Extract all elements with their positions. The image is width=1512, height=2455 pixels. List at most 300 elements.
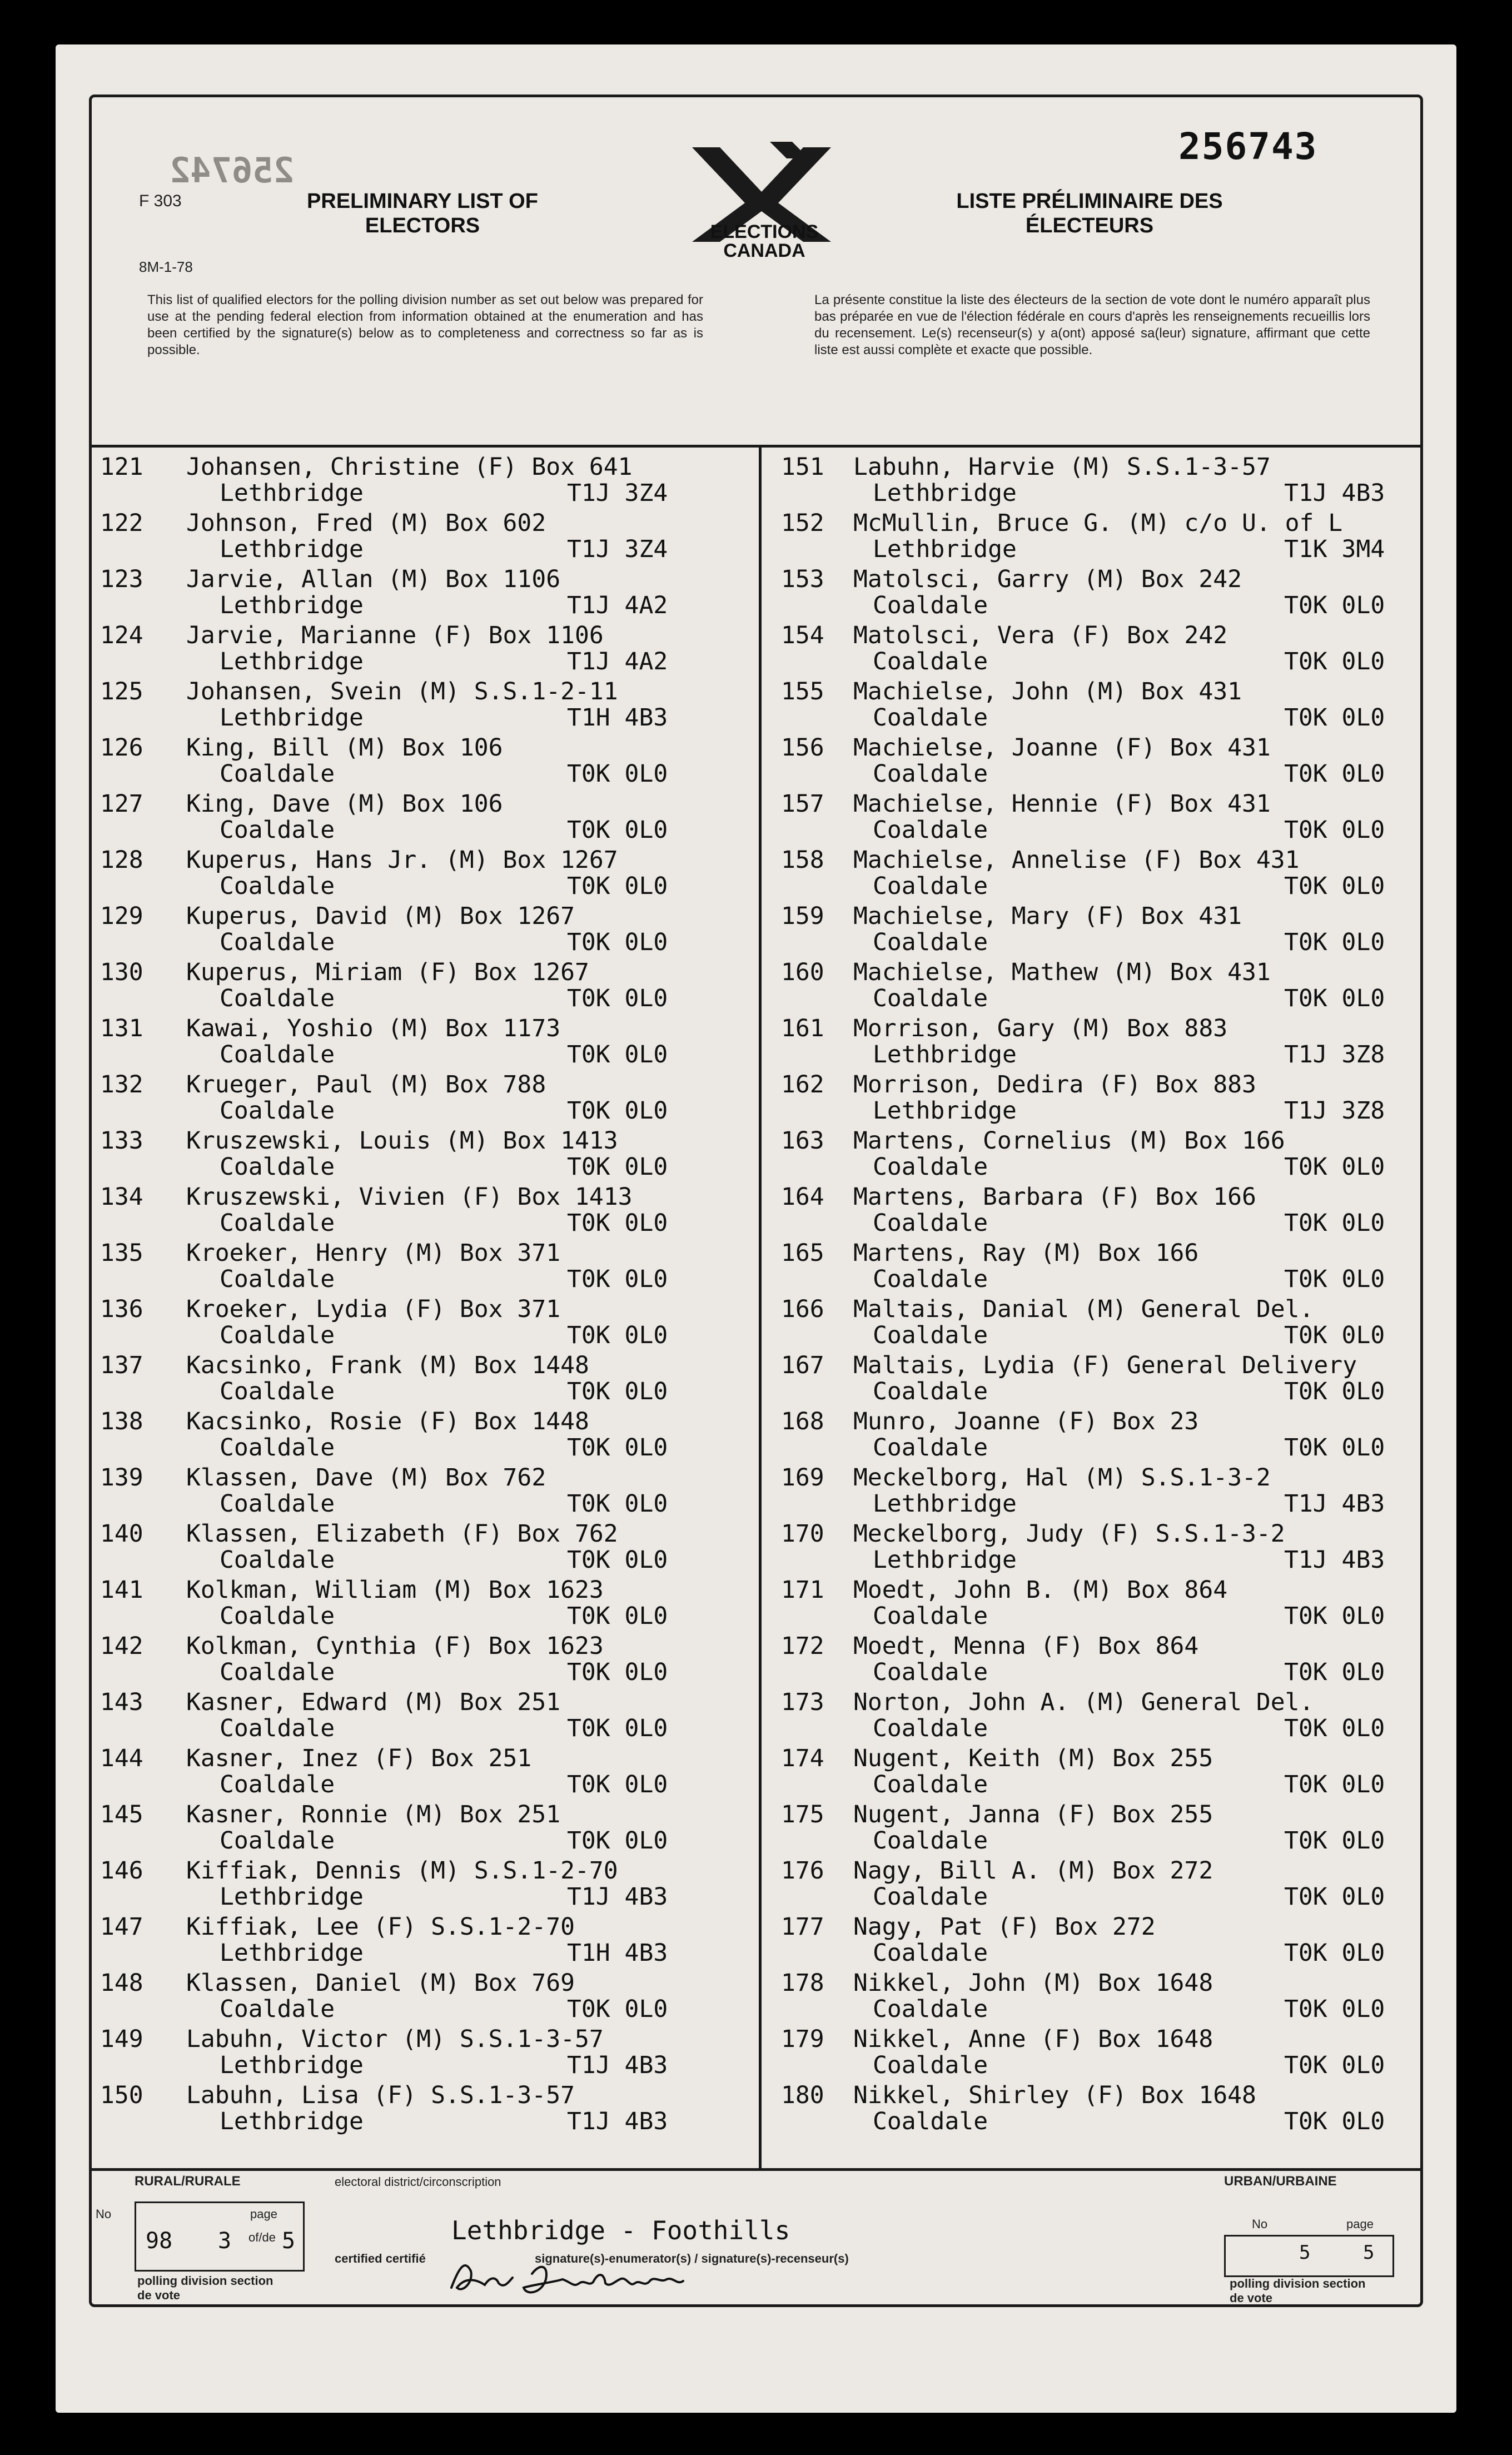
elector-name: Labuhn, Lisa (F) S.S.1-3-57 [186, 2081, 575, 2109]
elector-postal-code: T0K 0L0 [1284, 872, 1385, 900]
elector-number: 125 [100, 678, 143, 705]
urban-page-number: 5 [1299, 2242, 1311, 2264]
elector-postal-code: T0K 0L0 [1284, 1827, 1385, 1855]
elector-entry [94, 846, 762, 902]
elector-number: 171 [781, 1576, 824, 1604]
elector-name: Machielse, Joanne (F) Box 431 [853, 734, 1271, 762]
elector-number: 160 [781, 958, 824, 986]
elector-entry [775, 1408, 1443, 1464]
elector-city: Coaldale [873, 985, 988, 1012]
elector-entry [775, 1015, 1443, 1071]
urban-page-of-number: 5 [1363, 2242, 1375, 2264]
elector-number: 164 [781, 1183, 824, 1211]
elector-entry [775, 1688, 1443, 1745]
elector-postal-code: T0K 0L0 [1284, 2051, 1385, 2079]
elector-entry [94, 2081, 762, 2138]
elector-city: Coaldale [220, 1827, 335, 1855]
elector-entry [775, 2081, 1443, 2138]
elector-number: 142 [100, 1632, 143, 1660]
elector-number: 163 [781, 1127, 824, 1155]
page-of-label: of/de [248, 2230, 276, 2244]
elector-postal-code: T1H 4B3 [567, 1939, 668, 1967]
elector-name: Kiffiak, Lee (F) S.S.1-2-70 [186, 1913, 575, 1941]
elector-name: Kiffiak, Dennis (M) S.S.1-2-70 [186, 1857, 618, 1885]
elector-name: Labuhn, Harvie (M) S.S.1-3-57 [853, 453, 1271, 481]
elector-number: 133 [100, 1127, 143, 1155]
elector-number: 149 [100, 2025, 143, 2053]
elector-postal-code: T1J 3Z8 [1284, 1041, 1385, 1069]
elector-number: 141 [100, 1576, 143, 1604]
elector-name: Matolsci, Vera (F) Box 242 [853, 622, 1228, 649]
elector-city: Coaldale [220, 816, 335, 844]
electors-list-left [94, 453, 762, 2138]
elector-entry [775, 790, 1443, 846]
elector-name: Martens, Barbara (F) Box 166 [853, 1183, 1256, 1211]
elector-city: Coaldale [873, 1378, 988, 1405]
elector-name: Kacsinko, Rosie (F) Box 1448 [186, 1408, 589, 1435]
elector-postal-code: T0K 0L0 [1284, 1995, 1385, 2023]
elector-number: 153 [781, 565, 824, 593]
elector-number: 122 [100, 509, 143, 537]
elector-city: Coaldale [873, 1714, 988, 1742]
elector-postal-code: T1J 4B3 [1284, 1546, 1385, 1574]
elector-name: Klassen, Elizabeth (F) Box 762 [186, 1520, 618, 1548]
elector-number: 150 [100, 2081, 143, 2109]
elector-number: 173 [781, 1688, 824, 1716]
elector-postal-code: T0K 0L0 [1284, 1434, 1385, 1462]
elector-postal-code: T0K 0L0 [1284, 1321, 1385, 1349]
elector-city: Lethbridge [873, 1546, 1017, 1574]
elector-postal-code: T0K 0L0 [1284, 1714, 1385, 1742]
page-of-number: 5 [282, 2228, 296, 2254]
elector-entry [94, 1913, 762, 1969]
elector-city: Lethbridge [220, 1883, 364, 1911]
elector-postal-code: T0K 0L0 [567, 928, 668, 956]
elector-number: 123 [100, 565, 143, 593]
elector-entry [775, 565, 1443, 622]
elector-entry [775, 678, 1443, 734]
elector-city: Coaldale [220, 1097, 335, 1125]
elector-city: Lethbridge [873, 479, 1017, 507]
elector-postal-code: T1J 4B3 [567, 2051, 668, 2079]
elector-name: McMullin, Bruce G. (M) c/o U. of L [853, 509, 1343, 537]
elector-city: Coaldale [220, 1771, 335, 1798]
elector-city: Coaldale [873, 1939, 988, 1967]
elector-name: Kuperus, Miriam (F) Box 1267 [186, 958, 589, 986]
elector-number: 162 [781, 1071, 824, 1099]
elector-number: 140 [100, 1520, 143, 1548]
elector-city: Coaldale [873, 928, 988, 956]
elector-postal-code: T0K 0L0 [1284, 985, 1385, 1012]
elector-city: Coaldale [220, 760, 335, 788]
elector-entry [775, 1520, 1443, 1576]
intro-text-english: This list of qualified electors for the polling division number as set out below was prepared for use at the pending federal election from information obtained at the enumeration and has been certified by the signature(s) below as to completeness and correctness so far as is possible. [147, 292, 703, 357]
elector-number: 128 [100, 846, 143, 874]
elector-entry [775, 1745, 1443, 1801]
elector-number: 178 [781, 1969, 824, 1997]
elector-number: 168 [781, 1408, 824, 1435]
elector-name: Kolkman, Cynthia (F) Box 1623 [186, 1632, 604, 1660]
elector-postal-code: T0K 0L0 [567, 1378, 668, 1405]
elector-name: Morrison, Dedira (F) Box 883 [853, 1071, 1256, 1099]
elector-entry [94, 734, 762, 790]
elector-postal-code: T0K 0L0 [1284, 1939, 1385, 1967]
electoral-district-label: electoral district/circonscription [335, 2175, 501, 2189]
page-number: 3 [218, 2228, 232, 2254]
elector-city: Lethbridge [220, 592, 364, 619]
elector-name: Johansen, Svein (M) S.S.1-2-11 [186, 678, 618, 705]
elector-number: 134 [100, 1183, 143, 1211]
elector-city: Coaldale [220, 1153, 335, 1181]
elector-name: King, Bill (M) Box 106 [186, 734, 503, 762]
elector-number: 179 [781, 2025, 824, 2053]
header-rule [90, 445, 1422, 448]
elector-name: Kacsinko, Frank (M) Box 1448 [186, 1351, 589, 1379]
form-code: F 303 [139, 192, 182, 210]
elector-postal-code: T0K 0L0 [1284, 1658, 1385, 1686]
elector-postal-code: T1J 4B3 [567, 2108, 668, 2135]
elector-postal-code: T0K 0L0 [1284, 1265, 1385, 1293]
elector-postal-code: T0K 0L0 [567, 1827, 668, 1855]
elector-number: 129 [100, 902, 143, 930]
elector-name: Kawai, Yoshio (M) Box 1173 [186, 1015, 561, 1042]
elector-postal-code: T0K 0L0 [567, 1097, 668, 1125]
elector-number: 136 [100, 1295, 143, 1323]
elector-city: Coaldale [873, 592, 988, 619]
elector-city: Coaldale [220, 1041, 335, 1069]
elector-postal-code: T0K 0L0 [567, 1995, 668, 2023]
elector-city: Lethbridge [873, 1097, 1017, 1125]
elector-entry [775, 622, 1443, 678]
elector-city: Lethbridge [220, 479, 364, 507]
elector-name: Morrison, Gary (M) Box 883 [853, 1015, 1228, 1042]
elector-entry [94, 622, 762, 678]
elector-name: Johnson, Fred (M) Box 602 [186, 509, 546, 537]
elector-entry [94, 1688, 762, 1745]
elector-name: Kuperus, Hans Jr. (M) Box 1267 [186, 846, 618, 874]
signature-label: signature(s)-enumerator(s) / signature(s)-recenseur(s) [535, 2252, 849, 2265]
elector-number: 174 [781, 1745, 824, 1772]
elector-entry [94, 1015, 762, 1071]
elector-entry [775, 509, 1443, 565]
elector-entry [775, 1071, 1443, 1127]
elector-number: 172 [781, 1632, 824, 1660]
urban-page-label: page [1346, 2217, 1374, 2231]
page-label: page [250, 2207, 277, 2221]
elector-entry [94, 509, 762, 565]
elector-entry [775, 902, 1443, 958]
elector-city: Coaldale [873, 1434, 988, 1462]
elector-name: Machielse, Annelise (F) Box 431 [853, 846, 1300, 874]
elector-name: Kruszewski, Vivien (F) Box 1413 [186, 1183, 633, 1211]
elector-entry [94, 902, 762, 958]
elector-entry [94, 565, 762, 622]
elector-city: Coaldale [873, 816, 988, 844]
elector-city: Coaldale [220, 1995, 335, 2023]
elector-entry [94, 1351, 762, 1408]
elector-name: Kroeker, Lydia (F) Box 371 [186, 1295, 561, 1323]
elector-postal-code: T1J 4B3 [1284, 1490, 1385, 1518]
elector-city: Coaldale [220, 928, 335, 956]
elector-postal-code: T0K 0L0 [1284, 760, 1385, 788]
elector-number: 154 [781, 622, 824, 649]
elector-city: Coaldale [873, 760, 988, 788]
elector-name: Kroeker, Henry (M) Box 371 [186, 1239, 561, 1267]
elector-postal-code: T0K 0L0 [567, 1602, 668, 1630]
elector-entry [775, 1576, 1443, 1632]
elector-name: Meckelborg, Judy (F) S.S.1-3-2 [853, 1520, 1285, 1548]
elector-postal-code: T0K 0L0 [567, 1658, 668, 1686]
elector-postal-code: T0K 0L0 [567, 1041, 668, 1069]
elector-postal-code: T0K 0L0 [1284, 1602, 1385, 1630]
footer-rule [90, 2168, 1422, 2171]
elector-name: Machielse, John (M) Box 431 [853, 678, 1242, 705]
elector-entry [94, 678, 762, 734]
elector-entry [775, 1857, 1443, 1913]
elector-entry [94, 958, 762, 1015]
elector-entry [94, 1801, 762, 1857]
elector-postal-code: T0K 0L0 [567, 760, 668, 788]
elector-name: King, Dave (M) Box 106 [186, 790, 503, 818]
elector-entry [94, 1632, 762, 1688]
elector-entry [94, 1464, 762, 1520]
elector-number: 152 [781, 509, 824, 537]
elector-number: 169 [781, 1464, 824, 1492]
elector-city: Lethbridge [873, 535, 1017, 563]
certified-label: certified certifié [335, 2252, 426, 2265]
elector-name: Klassen, Dave (M) Box 762 [186, 1464, 546, 1492]
elector-postal-code: T0K 0L0 [1284, 1771, 1385, 1798]
elector-city: Coaldale [220, 1434, 335, 1462]
elector-city: Lethbridge [220, 1939, 364, 1967]
elector-city: Lethbridge [220, 648, 364, 675]
elector-entry [775, 1632, 1443, 1688]
form-date: 8M-1-78 [139, 259, 193, 275]
elector-postal-code: T0K 0L0 [567, 1771, 668, 1798]
elector-postal-code: T1J 4A2 [567, 648, 668, 675]
elector-postal-code: T0K 0L0 [567, 1153, 668, 1181]
elector-postal-code: T0K 0L0 [567, 985, 668, 1012]
elector-name: Meckelborg, Hal (M) S.S.1-3-2 [853, 1464, 1271, 1492]
elector-entry [775, 1295, 1443, 1351]
electoral-district: Lethbridge - Foothills [451, 2215, 790, 2245]
elector-postal-code: T1J 4B3 [567, 1883, 668, 1911]
elector-postal-code: T0K 0L0 [1284, 648, 1385, 675]
elector-number: 143 [100, 1688, 143, 1716]
elector-entry [94, 453, 762, 509]
elector-entry [94, 1127, 762, 1183]
elector-postal-code: T1K 3M4 [1284, 535, 1385, 563]
footer-block [90, 2168, 1422, 2304]
elector-postal-code: T1J 4A2 [567, 592, 668, 619]
elector-number: 156 [781, 734, 824, 762]
rural-label: RURAL/RURALE [135, 2174, 241, 2189]
elector-city: Lethbridge [220, 704, 364, 732]
elector-city: Coaldale [873, 1209, 988, 1237]
elector-name: Nikkel, Anne (F) Box 1648 [853, 2025, 1213, 2053]
elector-postal-code: T0K 0L0 [1284, 816, 1385, 844]
elector-entry [94, 2025, 762, 2081]
elector-entry [775, 453, 1443, 509]
enumerator-signature [443, 2249, 754, 2304]
elector-number: 165 [781, 1239, 824, 1267]
elector-city: Coaldale [873, 2108, 988, 2135]
elector-name: Nugent, Janna (F) Box 255 [853, 1801, 1213, 1828]
elector-number: 155 [781, 678, 824, 705]
elector-city: Coaldale [220, 1321, 335, 1349]
elector-entry [94, 1857, 762, 1913]
elector-entry [94, 1071, 762, 1127]
elector-postal-code: T0K 0L0 [1284, 704, 1385, 732]
elector-entry [775, 734, 1443, 790]
elector-city: Coaldale [873, 1995, 988, 2023]
elector-postal-code: T0K 0L0 [567, 1321, 668, 1349]
elector-name: Nikkel, Shirley (F) Box 1648 [853, 2081, 1256, 2109]
elector-number: 145 [100, 1801, 143, 1828]
elector-number: 148 [100, 1969, 143, 1997]
elector-postal-code: T0K 0L0 [567, 1714, 668, 1742]
elector-city: Coaldale [873, 1883, 988, 1911]
elector-number: 170 [781, 1520, 824, 1548]
elector-entry [775, 958, 1443, 1015]
elector-city: Coaldale [873, 1321, 988, 1349]
urban-polling-division-label: polling division section de vote [1230, 2277, 1366, 2305]
elector-entry [775, 2025, 1443, 2081]
elector-entry [775, 1801, 1443, 1857]
elector-number: 127 [100, 790, 143, 818]
elector-city: Coaldale [220, 1546, 335, 1574]
elector-number: 158 [781, 846, 824, 874]
elector-postal-code: T1J 3Z8 [1284, 1097, 1385, 1125]
elector-name: Matolsci, Garry (M) Box 242 [853, 565, 1242, 593]
elector-city: Coaldale [220, 1602, 335, 1630]
elector-entry [775, 1351, 1443, 1408]
elector-name: Machielse, Mathew (M) Box 431 [853, 958, 1271, 986]
elector-number: 144 [100, 1745, 143, 1772]
elector-name: Martens, Ray (M) Box 166 [853, 1239, 1199, 1267]
elector-number: 139 [100, 1464, 143, 1492]
elector-number: 167 [781, 1351, 824, 1379]
elector-entry [775, 1913, 1443, 1969]
elector-postal-code: T0K 0L0 [567, 1265, 668, 1293]
elector-name: Machielse, Mary (F) Box 431 [853, 902, 1242, 930]
elector-postal-code: T0K 0L0 [567, 1209, 668, 1237]
elector-entry [775, 1969, 1443, 2025]
elector-entry [94, 1969, 762, 2025]
elector-number: 138 [100, 1408, 143, 1435]
elector-postal-code: T1J 3Z4 [567, 535, 668, 563]
elector-name: Kasner, Edward (M) Box 251 [186, 1688, 561, 1716]
elector-number: 146 [100, 1857, 143, 1885]
elector-postal-code: T0K 0L0 [1284, 1153, 1385, 1181]
elector-entry [94, 1576, 762, 1632]
elector-number: 147 [100, 1913, 143, 1941]
elector-number: 157 [781, 790, 824, 818]
elector-name: Kolkman, William (M) Box 1623 [186, 1576, 604, 1604]
polling-division-number: 98 [146, 2228, 173, 2254]
elector-city: Lethbridge [873, 1041, 1017, 1069]
elector-entry [94, 1520, 762, 1576]
elector-number: 161 [781, 1015, 824, 1042]
elector-name: Kuperus, David (M) Box 1267 [186, 902, 575, 930]
elector-name: Moedt, Menna (F) Box 864 [853, 1632, 1199, 1660]
elector-entry [775, 1183, 1443, 1239]
elector-name: Nagy, Bill A. (M) Box 272 [853, 1857, 1213, 1885]
elector-postal-code: T0K 0L0 [1284, 592, 1385, 619]
elector-name: Krueger, Paul (M) Box 788 [186, 1071, 546, 1099]
elector-city: Coaldale [220, 985, 335, 1012]
elector-number: 137 [100, 1351, 143, 1379]
elector-postal-code: T0K 0L0 [567, 816, 668, 844]
elector-postal-code: T0K 0L0 [567, 872, 668, 900]
intro-text-french: La présente constitue la liste des électeurs de la section de vote dont le numéro apparaît plus bas préparée en vue de l'élection fédérale en cours d'après les renseignements recueillis lors du recensement. Le(s) recenseur(s) y a(ont) apposé sa(leur) signature, affirmant que cette liste est aussi complète et exacte que possible. [814, 292, 1370, 357]
elector-name: Kasner, Inez (F) Box 251 [186, 1745, 532, 1772]
elector-number: 132 [100, 1071, 143, 1099]
elector-number: 159 [781, 902, 824, 930]
elector-name: Martens, Cornelius (M) Box 166 [853, 1127, 1285, 1155]
elector-number: 175 [781, 1801, 824, 1828]
elector-entry [94, 1183, 762, 1239]
title-french: LISTE PRÉLIMINAIRE DES ÉLECTEURS [956, 190, 1223, 237]
title-english: PRELIMINARY LIST OF ELECTORS [307, 190, 538, 237]
elector-number: 135 [100, 1239, 143, 1267]
polling-division-label: polling division section de vote [137, 2274, 273, 2302]
elector-entry [94, 790, 762, 846]
elector-city: Coaldale [873, 1771, 988, 1798]
elector-entry [94, 1295, 762, 1351]
elector-name: Munro, Joanne (F) Box 23 [853, 1408, 1199, 1435]
elector-city: Coaldale [220, 1378, 335, 1405]
elector-entry [775, 1464, 1443, 1520]
elector-number: 151 [781, 453, 824, 481]
elector-name: Maltais, Danial (M) General Del. [853, 1295, 1314, 1323]
elector-number: 130 [100, 958, 143, 986]
elector-city: Coaldale [873, 1153, 988, 1181]
elector-postal-code: T1H 4B3 [567, 704, 668, 732]
elector-city: Coaldale [220, 1490, 335, 1518]
elector-entry [94, 1745, 762, 1801]
elector-city: Coaldale [873, 1602, 988, 1630]
elector-postal-code: T0K 0L0 [567, 1546, 668, 1574]
elector-number: 176 [781, 1857, 824, 1885]
elector-city: Coaldale [220, 1265, 335, 1293]
elector-number: 166 [781, 1295, 824, 1323]
elector-postal-code: T0K 0L0 [1284, 1378, 1385, 1405]
elector-name: Kruszewski, Louis (M) Box 1413 [186, 1127, 618, 1155]
elector-city: Coaldale [873, 1658, 988, 1686]
elector-name: Nugent, Keith (M) Box 255 [853, 1745, 1213, 1772]
elector-city: Coaldale [873, 2051, 988, 2079]
elector-city: Coaldale [873, 1827, 988, 1855]
logo-text: ELECTIONS CANADA [710, 221, 819, 261]
elector-name: Moedt, John B. (M) Box 864 [853, 1576, 1228, 1604]
elector-entry [94, 1239, 762, 1295]
elector-city: Coaldale [873, 648, 988, 675]
elector-name: Jarvie, Allan (M) Box 1106 [186, 565, 561, 593]
elector-entry [94, 1408, 762, 1464]
elector-postal-code: T0K 0L0 [1284, 2108, 1385, 2135]
elector-name: Klassen, Daniel (M) Box 769 [186, 1969, 575, 1997]
elector-postal-code: T1J 3Z4 [567, 479, 668, 507]
elector-name: Labuhn, Victor (M) S.S.1-3-57 [186, 2025, 604, 2053]
elector-postal-code: T0K 0L0 [1284, 1883, 1385, 1911]
elector-city: Coaldale [220, 1658, 335, 1686]
urban-label: URBAN/URBAINE [1224, 2174, 1337, 2189]
elector-city: Coaldale [873, 872, 988, 900]
elector-postal-code: T0K 0L0 [567, 1434, 668, 1462]
elector-city: Coaldale [873, 704, 988, 732]
elector-name: Maltais, Lydia (F) General Delivery [853, 1351, 1357, 1379]
